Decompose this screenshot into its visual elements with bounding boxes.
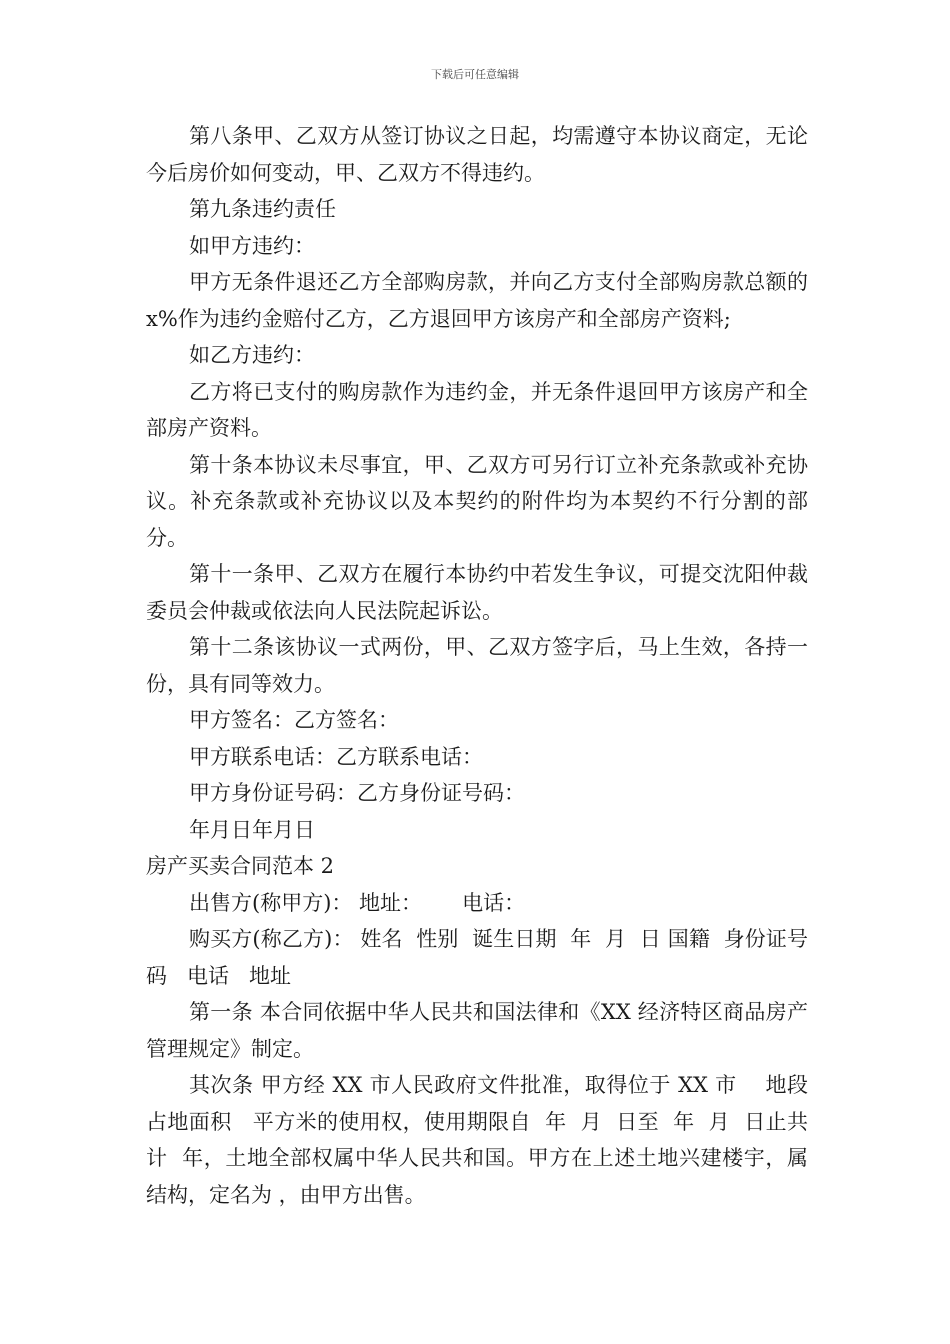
signature-line: 甲方签名：乙方签名： [189,708,399,732]
paragraph-article-9-heading: 第九条违约责任 [189,197,336,221]
phone-line: 甲方联系电话：乙方联系电话： [189,744,483,769]
header-note: 下载后可任意编辑 [431,68,519,81]
buyer-line: 购买方(称乙方)： 姓名 性别 诞生日期 年 月 日 国籍 身份证号码 电话 地址 [146,927,808,988]
id-number-line: 甲方身份证号码：乙方身份证号码： [189,781,525,805]
date-line: 年月日年月日 [189,817,315,842]
section-title: 房产买卖合同范本 2 [146,854,335,878]
paragraph-article-8: 第八条甲、乙双方从签订协议之日起，均需遵守本协议商定，无论今后房价如何变动，甲、乙双方不得违约。 [146,124,808,185]
paragraph-article-1: 第一条 本合同依据中华人民共和国法律和《XX 经济特区商品房产管理规定》制定。 [146,1000,808,1061]
paragraph-article-2: 其次条 甲方经 XX 市人民政府文件批准，取得位于 XX 市 地段占地面积 平方米的使用权，使用期限自 年 月 日至 年 月 日止共计 年，土地全部权属中华人民共和国。甲方在上述土地兴建楼宇，属 结构，定名为 ，由甲方出售。 [146,1073,822,1207]
paragraph-article-11: 第十一条甲、乙双方在履行本协约中若发生争议，可提交沈阳仲裁委员会仲裁或依法向人民法院起诉讼。 [146,562,808,623]
document-body [146,118,822,1213]
paragraph-party-a-breach: 如甲方违约： [189,233,315,258]
paragraph-article-10: 第十条本协议未尽事宜，甲、乙双方可另行订立补充条款或补充协议。补充条款或补充协议以及本契约的附件均为本契约不行分割的部分。 [146,452,808,550]
seller-line: 出售方(称甲方)： 地址： 电话： [189,890,526,915]
paragraph-party-a-penalty: 甲方无条件退还乙方全部购房款，并向乙方支付全部购房款总额的x%作为违约金赔付乙方，乙方退回甲方该房产和全部房产资料; [146,270,808,331]
paragraph-party-b-breach: 如乙方违约： [189,343,315,367]
paragraph-party-b-penalty: 乙方将已支付的购房款作为违约金，并无条件退回甲方该房产和全部房产资料。 [146,379,808,440]
paragraph-article-12: 第十二条该协议一式两份，甲、乙双方签字后，马上生效，各持一份，具有同等效力。 [146,635,808,696]
